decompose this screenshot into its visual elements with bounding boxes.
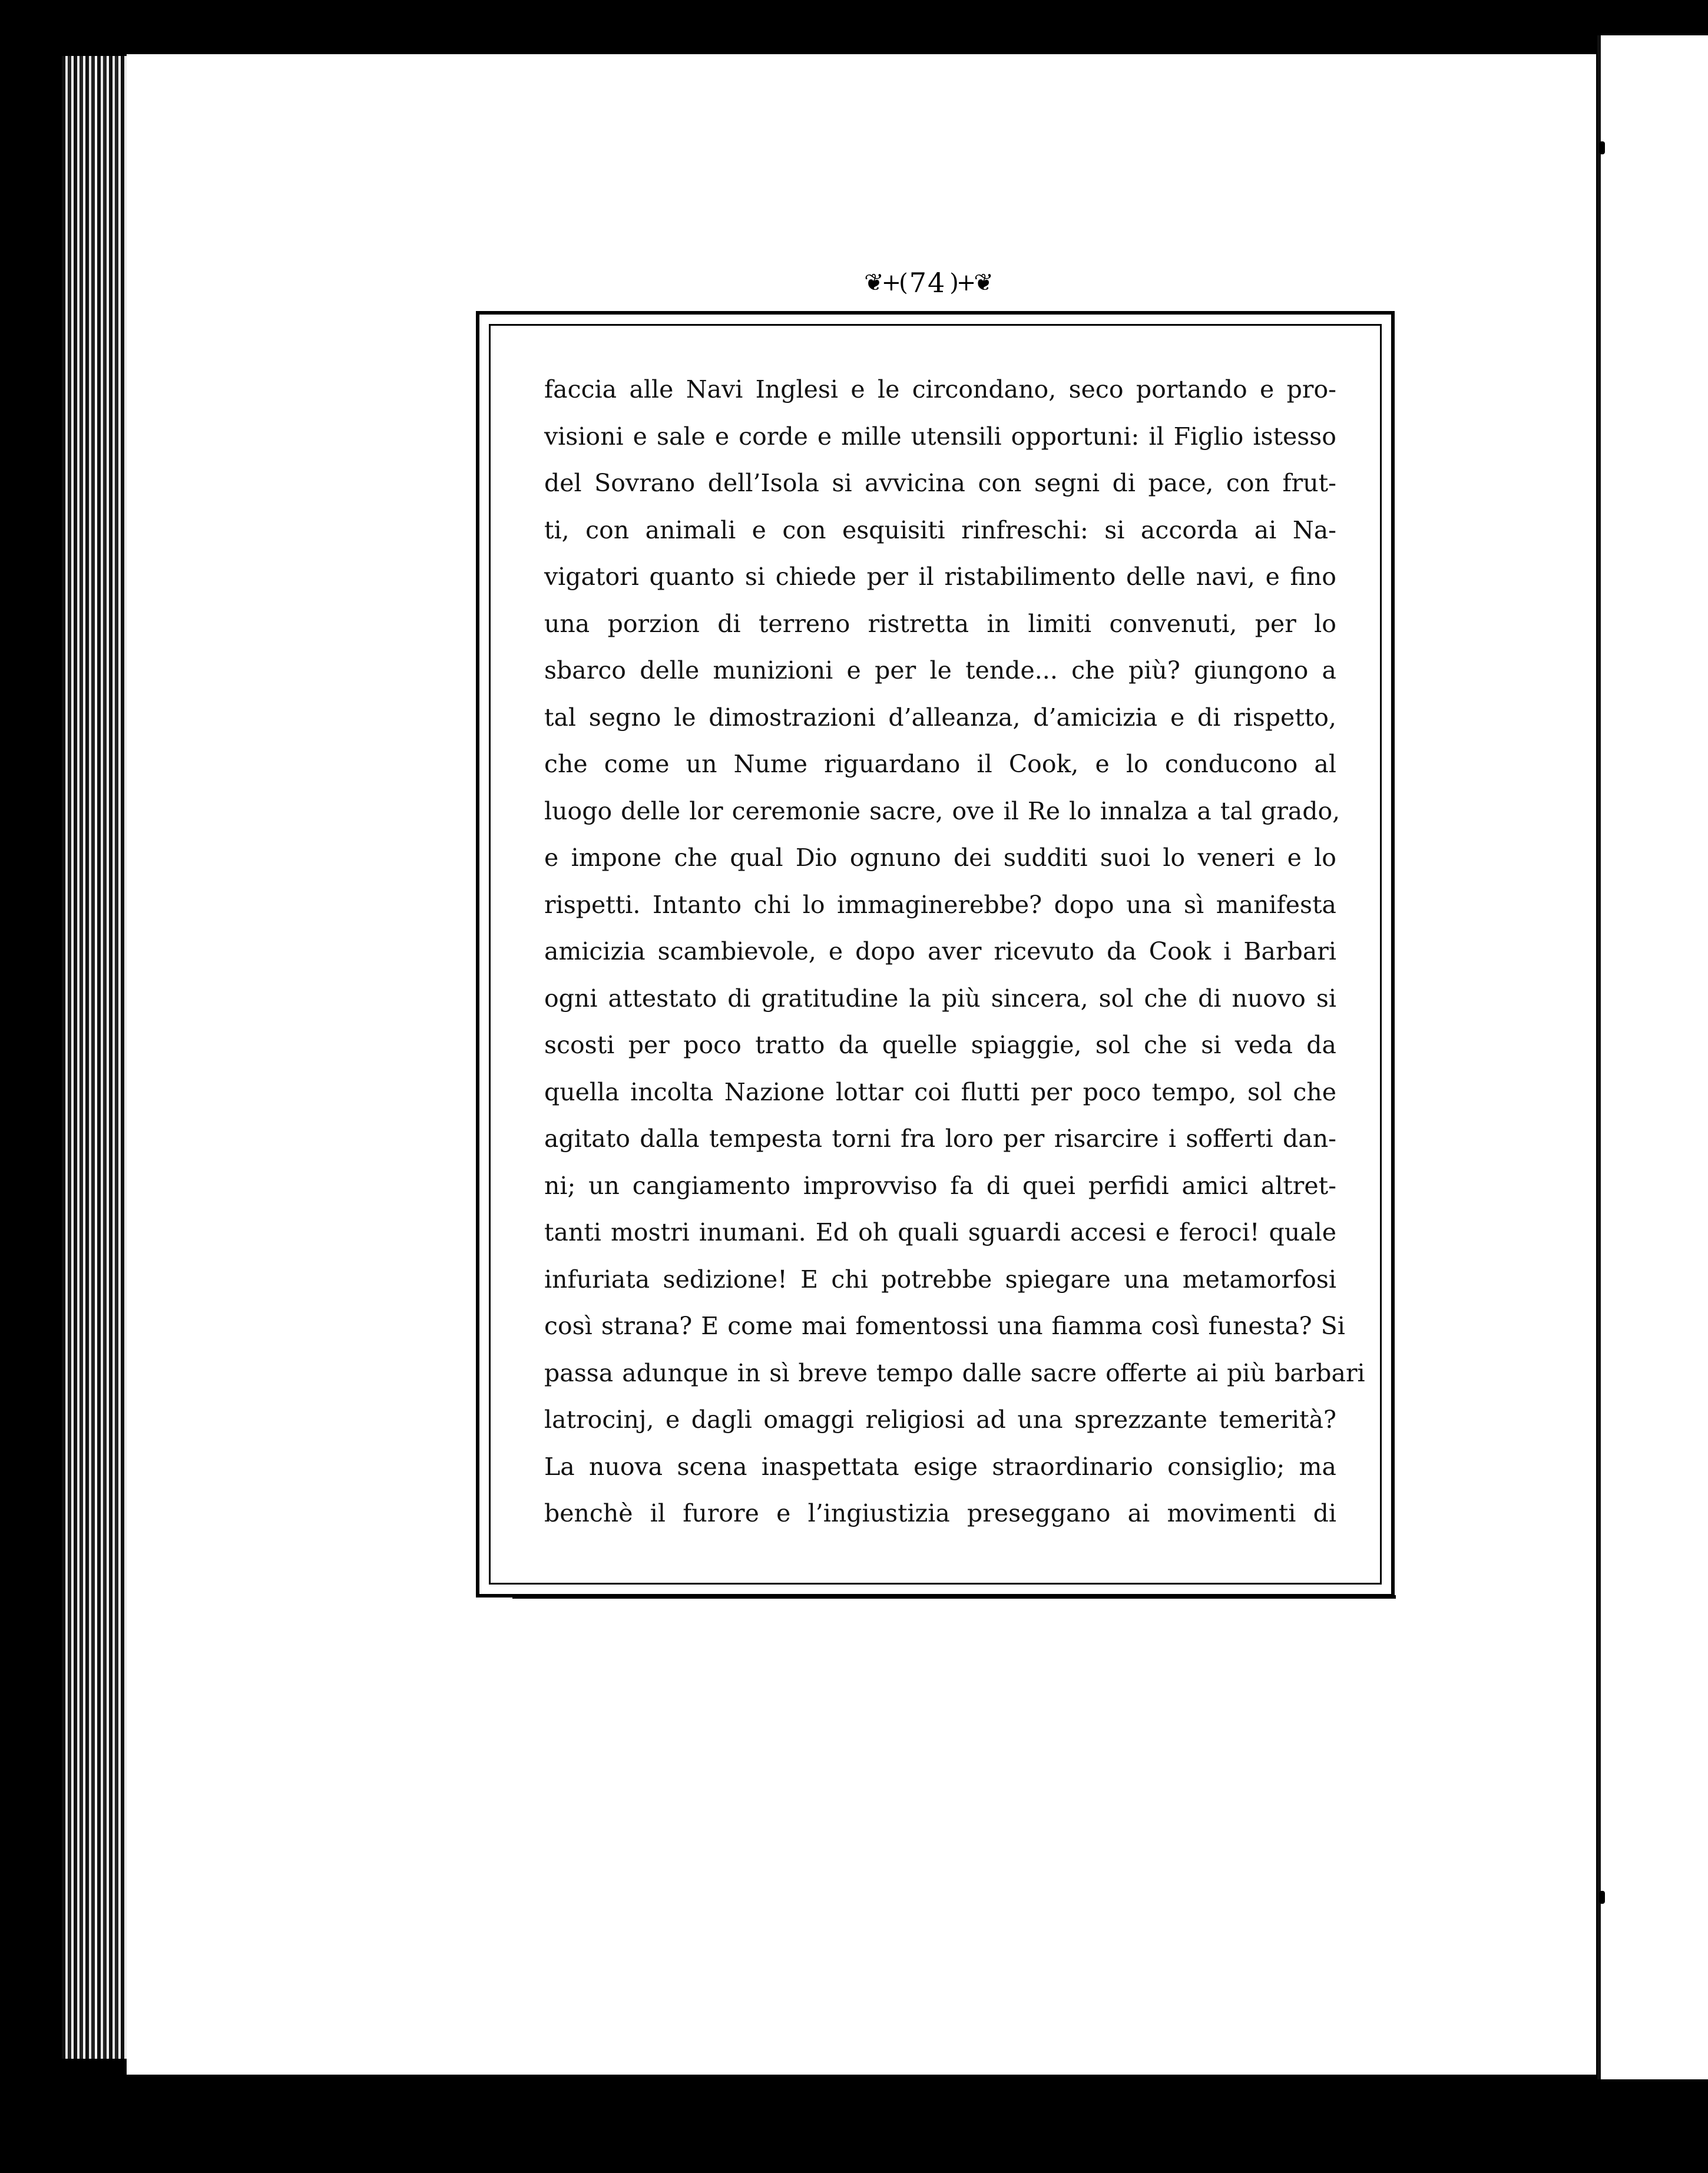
text-line: luogo delle lor ceremonie sacre, ove il Re lo innalza a tal grado, xyxy=(544,796,1340,825)
gutter-mark xyxy=(1599,141,1605,154)
text-line: ti, con animali e con esquisiti rinfreschi: si accorda ai Na- xyxy=(544,515,1336,544)
facing-page-edge xyxy=(1597,35,1601,2079)
running-header xyxy=(830,265,1025,300)
ornament-right-icon: )+❦ xyxy=(949,269,991,296)
page-number: 74 xyxy=(909,267,946,299)
text-line: una porzion di terreno ristretta in limiti convenuti, per lo xyxy=(544,609,1336,638)
book-fore-edge xyxy=(62,56,127,2059)
facing-page-gutter xyxy=(1597,35,1708,2079)
text-line: passa adunque in sì breve tempo dalle sacre offerte ai più barbari xyxy=(544,1358,1365,1387)
text-line: agitato dalla tempesta torni fra loro per risarcire i sofferti dan- xyxy=(544,1124,1336,1153)
scan-smudge xyxy=(1437,2144,1502,2173)
text-line: visioni e sale e corde e mille utensili opportuni: il Figlio istesso xyxy=(544,422,1336,451)
text-line: La nuova scena inaspettata esige straordinario consiglio; ma xyxy=(544,1452,1336,1481)
text-line: tal segno le dimostrazioni d’alleanza, d’amicizia e di rispetto, xyxy=(544,703,1336,732)
text-line: benchè il furore e l’ingiustizia preseggano ai movimenti di xyxy=(544,1499,1336,1527)
text-line: scosti per poco tratto da quelle spiaggie, sol che si veda da xyxy=(544,1031,1336,1059)
text-line: latrocinj, e dagli omaggi religiosi ad una sprezzante temerità? xyxy=(544,1405,1336,1434)
text-line: vigatori quanto si chiede per il ristabilimento delle navi, e fino xyxy=(544,563,1336,591)
text-line: ogni attestato di gratitudine la più sincera, sol che di nuovo si xyxy=(544,984,1336,1013)
text-line: amicizia scambievole, e dopo aver ricevuto da Cook i Barbari xyxy=(544,937,1336,965)
text-line: del Sovrano dell’Isola si avvicina con segni di pace, con frut- xyxy=(544,469,1336,497)
body-text xyxy=(544,366,1365,1537)
ornament-left-icon: ❦+( xyxy=(864,269,906,296)
gutter-mark xyxy=(1599,1891,1605,1904)
text-line: faccia alle Navi Inglesi e le circondano, seco portando e pro- xyxy=(544,375,1336,403)
text-line: così strana? E come mai fomentossi una fiamma così funesta? Si xyxy=(544,1312,1345,1340)
text-line: sbarco delle munizioni e per le tende... che più? giungono a xyxy=(544,656,1336,684)
text-line: infuriata sedizione! E chi potrebbe spiegare una metamorfosi xyxy=(544,1265,1336,1294)
text-line: ni; un cangiamento improvviso fa di quei perfidi amici altret- xyxy=(544,1171,1336,1200)
text-line: tanti mostri inumani. Ed oh quali sguardi accesi e feroci! quale xyxy=(544,1218,1336,1246)
text-line: che come un Nume riguardano il Cook, e lo conducono al xyxy=(544,750,1336,778)
text-frame-shadow xyxy=(512,1595,1396,1599)
text-line: e impone che qual Dio ognuno dei sudditi suoi lo veneri e lo xyxy=(544,844,1336,872)
text-line: rispetti. Intanto chi lo immaginerebbe? dopo una sì manifesta xyxy=(544,890,1336,919)
text-line: quella incolta Nazione lottar coi flutti per poco tempo, sol che xyxy=(544,1077,1336,1106)
